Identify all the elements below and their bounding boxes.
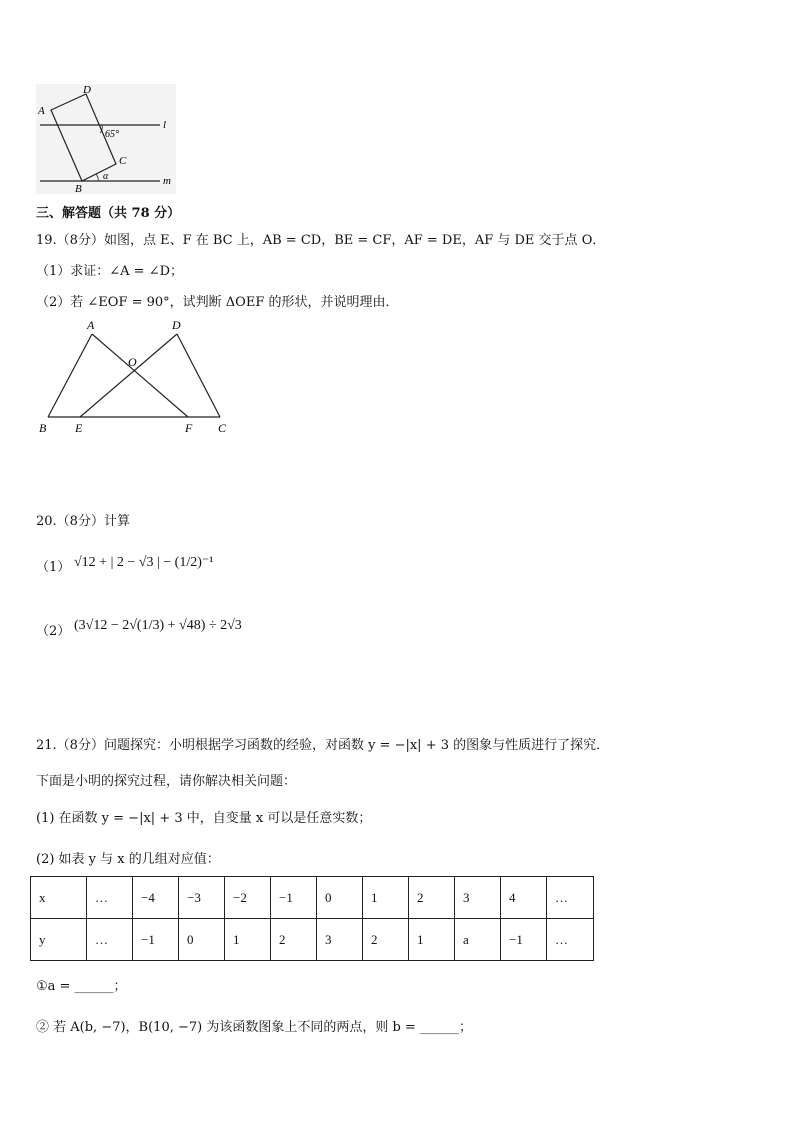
q21-part2: (2) 如表 y 与 x 的几组对应值： <box>36 852 220 867</box>
label-D: D <box>83 84 91 96</box>
table-cell: −1 <box>271 877 317 919</box>
table-cell: −1 <box>133 919 179 961</box>
table-cell: −2 <box>225 877 271 919</box>
table-cell: 3 <box>317 919 363 961</box>
table-row-y <box>31 919 594 961</box>
table-cell: 2 <box>271 919 317 961</box>
table-cell: … <box>547 877 594 919</box>
table-cell: 0 <box>179 919 225 961</box>
q20-part2-expression: (3√12 − 2√(1/3) + √48) ÷ 2√3 <box>74 618 242 633</box>
segment-AB <box>48 334 92 417</box>
table-cell: −4 <box>133 877 179 919</box>
q21-process: 下面是小明的探究过程，请你解决相关问题： <box>36 774 297 789</box>
q21-part1: (1) 在函数 y = −|x| + 3 中，自变量 x 可以是任意实数； <box>36 811 372 826</box>
label-D: D <box>172 318 181 332</box>
table-cell: … <box>87 919 133 961</box>
table-cell: 2 <box>409 877 455 919</box>
figure-triangles <box>36 316 236 438</box>
segment-DE <box>80 334 177 417</box>
label-A: A <box>38 105 45 117</box>
table-cell: −1 <box>501 919 547 961</box>
label-F: F <box>185 421 193 435</box>
table-cell: 0 <box>317 877 363 919</box>
label-C: C <box>218 421 227 435</box>
table-cell: 2 <box>363 919 409 961</box>
table-cell: … <box>547 919 594 961</box>
label-E: E <box>75 421 83 435</box>
figure-triangles-svg <box>36 316 236 438</box>
table-cell: 3 <box>455 877 501 919</box>
figure-parallel-lines <box>36 84 176 194</box>
table-cell: 1 <box>409 919 455 961</box>
q21-sub1: ①a = ______； <box>36 979 127 994</box>
table-cell: 4 <box>501 877 547 919</box>
q21-sub2: ② 若 A(b, −7)，B(10, −7) 为该函数图象上不同的两点，则 b = ______； <box>36 1020 472 1035</box>
figure-parallel-lines-svg <box>36 84 176 194</box>
table-cell: 1 <box>225 919 271 961</box>
table-row-x <box>31 877 594 919</box>
table-cell: −3 <box>179 877 225 919</box>
label-l: l <box>163 119 167 131</box>
q19-part1: （1）求证：∠A = ∠D； <box>36 264 184 279</box>
label-alpha: α <box>103 171 109 182</box>
table-cell: 1 <box>363 877 409 919</box>
q20-part2-label: （2） <box>36 624 71 639</box>
section-heading: 三、解答题（共 78 分） <box>36 206 181 221</box>
label-B: B <box>75 183 82 194</box>
table-cell: y <box>31 919 87 961</box>
label-m: m <box>163 175 171 187</box>
table-cell: a <box>455 919 501 961</box>
q21-intro: 21.（8分）问题探究：小明根据学习函数的经验，对函数 y = −|x| + 3 的图象与性质进行了探究． <box>36 738 610 753</box>
q20-title: 20.（8分）计算 <box>36 514 130 529</box>
q20-part1-expression: √12 + | 2 − √3 | − (1/2)⁻¹ <box>74 555 214 570</box>
values-table <box>30 876 594 961</box>
table-cell: … <box>87 877 133 919</box>
label-A: A <box>87 318 95 332</box>
label-O: O <box>128 355 137 369</box>
table-cell: x <box>31 877 87 919</box>
label-angle-65: 65° <box>105 129 119 140</box>
q19-intro: 19.（8分）如图，点 E、F 在 BC 上，AB = CD，BE = CF，AF = DE，AF 与 DE 交于点 O． <box>36 233 606 248</box>
segment-DC <box>177 334 220 417</box>
q19-part2: （2）若 ∠EOF = 90°，试判断 ΔOEF 的形状，并说明理由． <box>36 295 399 310</box>
q20-part1-label: （1） <box>36 560 71 575</box>
label-B: B <box>39 421 47 435</box>
segment-AF <box>92 334 188 417</box>
label-C: C <box>119 155 127 167</box>
